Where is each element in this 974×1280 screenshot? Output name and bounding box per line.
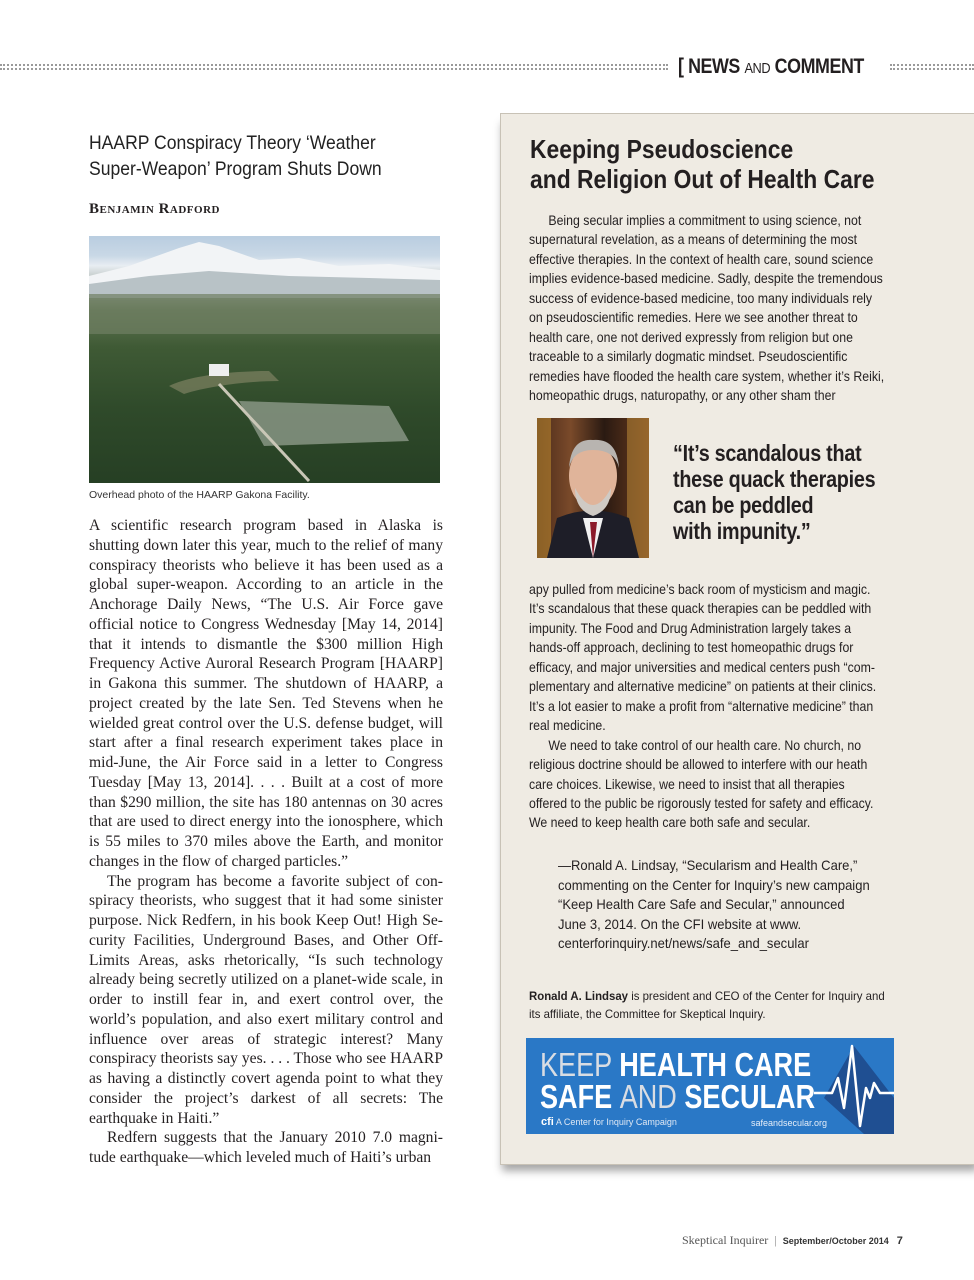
magazine-name: Skeptical Inquirer xyxy=(682,1233,769,1247)
issue-date: September/October 2014 xyxy=(782,1236,889,1246)
sidebar-title-line: and Religion Out of Health Care xyxy=(530,164,875,194)
sidebar-title xyxy=(530,134,875,194)
banner-safe: SAFE xyxy=(540,1078,620,1115)
pull-quote-line: with impunity.” xyxy=(673,518,811,544)
section-label xyxy=(678,55,864,79)
sidebar-paragraph: apy pulled from medicine’s back room of mysticism and magic. It’s scandalous that these quack therapies can be peddled with impunity. The Food and Drug Administration largely takes a hands-off approach, declining to test homeopathic drugs for efficacy, and major universities and medical centers push “complementary and alternative medicine” on patients at their clinics. It’s a lot easier to make a profit from “alternative medicine” than real medicine. xyxy=(529,581,877,734)
sidebar-paragraph: We need to take control of our health care. No church, no religious doctrine should be allowed to interfere with our heath care choices. Likewise, we need to insist that all therapies offered to the public be rigorously tested for safety and efficacy. We need to keep health care both safe and secular. xyxy=(529,736,874,831)
headline-line: HAARP Conspiracy Theory ‘Weather xyxy=(89,132,376,154)
banner-and: AND xyxy=(619,1078,685,1115)
headline-line: Super-Weapon’ Program Shuts Down xyxy=(89,158,382,180)
banner-line-1 xyxy=(540,1048,811,1082)
article-body xyxy=(89,516,443,1168)
cfi-logo: cfi xyxy=(541,1116,554,1128)
page-footer xyxy=(682,1233,903,1248)
section-comment: COMMENT xyxy=(774,55,864,78)
cfi-text: A Center for Inquiry Campaign xyxy=(553,1117,677,1127)
pull-quote xyxy=(673,440,875,544)
dotted-rule-right xyxy=(890,64,974,70)
banner-keep: KEEP xyxy=(540,1046,620,1083)
pull-quote-line: can be peddled xyxy=(673,492,814,518)
pull-quote-line: these quack therapies xyxy=(673,466,876,492)
author-bio xyxy=(529,987,890,1023)
quote-attribution: —Ronald A. Lindsay, “Secularism and Health Care,” commenting on the Center for Inquiry’s new campaign “Keep Health Care Safe and Secular,” announced June 3, 2014. On the CFI website at www.​centerforinquiry.net/news/safe_and_secular xyxy=(558,857,870,951)
bio-name: Ronald A. Lindsay xyxy=(529,989,629,1003)
bio-text: is president and CEO of the Center for Inquiry and its affiliate, the Committee for Skeptical Inquiry. xyxy=(529,989,885,1021)
campaign-banner xyxy=(526,1038,894,1134)
photo-caption: Overhead photo of the HAARP Gakona Facility. xyxy=(89,489,310,501)
sidebar-text-bottom xyxy=(529,580,885,833)
banner-line-2 xyxy=(540,1080,815,1114)
byline: Benjamin Radford xyxy=(89,201,220,217)
section-news: NEWS xyxy=(688,55,740,78)
article-paragraph: A scientific research program based in Alaska is shutting down later this year, much to the relief of many conspiracy theorists who believe it has been used as a global super-weapon. According to an article in the Anchorage Daily News, “The U.S. Air Force gave official notice to Congress Wednesday [May 14, 2014] that it intends to dismantle the $300 million High Frequency Active Auroral Research Program [HAARP] in Gakona this summer. The shutdown of HAARP, a project created by the late Sen. Ted Stevens when he wielded great control over the U.S. defense budget, will start after a final research experiment takes place in mid-June, the Air Force said in a letter to Congress Tuesday [May 13, 2014]. . . . Built at a cost of more than $290 million, the site has 180 antennas on 30 acres that are used to direct energy into the ionosphere, which is 55 miles to 370 miles above the Earth, and monitor changes in the flow of charged particles.” xyxy=(89,517,443,870)
haarp-facility-photo xyxy=(89,236,440,483)
section-and: AND xyxy=(744,60,771,77)
banner-url: safeandsecular.org xyxy=(751,1118,828,1128)
article-paragraph: Redfern suggests that the January 2010 7.0 magnitude earthquake—which leveled much of Haiti’s urban xyxy=(89,1129,443,1166)
sidebar-paragraph: Being secular implies a commitment to using science, not supernatural revelation, as a means of determining the most effective therapies. In the context of health care, sound science implies evidence-based medicine. Sadly, despite the tremendous success of evidence-based medicine, too many individuals rely on pseudoscientific remedies. Here we see another threat to health care, one not derived expressly from religion but one traceable to a similarly dogmatic mindset. Pseudoscientific remedies have flooded the health care system, whether it’s Reiki, homeopathic drugs, naturopathy, or any other sham ther xyxy=(529,212,885,404)
sidebar-text-top xyxy=(529,211,885,406)
sidebar-title-line: Keeping Pseudoscience xyxy=(530,134,794,164)
article-paragraph: The program has become a favorite subject of conspiracy theorists, who suggest that it had some sinister purpose. Nick Redfern, in his book Keep Out! High Security Facilities, Underground Bases, and Other Off-Limits Areas, asks rhetorically, “Is such technology already being secretly utilized on a planet-wide scale, in order to instill fear in, and exert control over, the world’s population, and also exert military control and influence over areas of strategic interest? Many conspiracy theorists say yes. . . . Those who see HAARP as having a distinctly covert agenda point to what they consider the project’s darkest of all secrets: The earthquake in Haiti.” xyxy=(89,872,443,1127)
ronald-lindsay-portrait xyxy=(537,418,649,558)
article-headline xyxy=(89,130,431,182)
banner-secular: SECULAR xyxy=(684,1078,816,1115)
footer-separator: | xyxy=(774,1233,777,1247)
section-bracket: [ xyxy=(678,55,684,78)
dotted-rule-left xyxy=(0,64,668,70)
page-number: 7 xyxy=(896,1235,903,1247)
pull-quote-line: “It’s scandalous that xyxy=(673,440,862,466)
cfi-campaign xyxy=(541,1116,677,1128)
banner-health-care: HEALTH CARE xyxy=(619,1046,812,1083)
